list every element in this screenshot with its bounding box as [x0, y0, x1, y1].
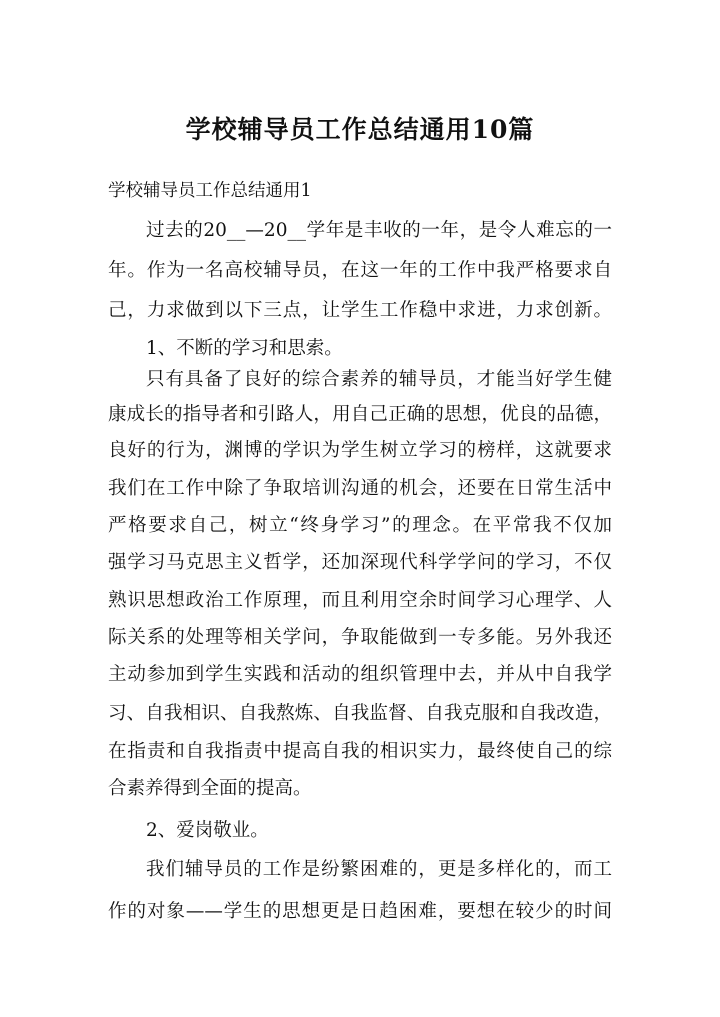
paragraph-line: 我们辅导员的工作是纷繁困难的，更是多样化的，而工	[146, 859, 612, 880]
list-heading: 1、不断的学习和思索。	[146, 338, 343, 359]
section-heading: 学校辅导员工作总结通用1	[108, 181, 312, 201]
document-title: 学校辅导员工作总结通用10篇	[185, 115, 535, 144]
paragraph-line: 作的对象——学生的思想更是日趋困难，要想在较少的时间	[108, 901, 612, 922]
paragraph-line: 严格要求自己，树立“终身学习”的理念。在平常我不仅加	[108, 515, 612, 536]
paragraph-line: 际关系的处理等相关学问，争取能做到一专多能。另外我还	[108, 627, 612, 648]
paragraph-line: 熟识思想政治工作原理，而且利用空余时间学习心理学、人	[108, 590, 612, 611]
paragraph-line: 强学习马克思主义哲学，还加深现代科学学问的学习，不仅	[108, 552, 612, 573]
list-heading: 2、爱岗敬业。	[146, 820, 269, 841]
paragraph-line: 在指责和自我指责中提高自我的相识实力，最终使自己的综	[108, 741, 612, 762]
paragraph-line: 康成长的指导者和引路人，用自己正确的思想，优良的品德，	[108, 404, 612, 425]
paragraph-line: 合素养得到全面的提高。	[108, 778, 312, 799]
paragraph-line: 良好的行为，渊博的学识为学生树立学习的榜样，这就要求	[108, 440, 612, 461]
paragraph-line: 年。作为一名高校辅导员，在这一年的工作中我严格要求自	[108, 260, 612, 281]
paragraph-line: 只有具备了良好的综合素养的辅导员，才能当好学生健	[146, 369, 612, 390]
paragraph-line: 己，力求做到以下三点，让学生工作稳中求进，力求创新。	[108, 300, 612, 321]
paragraph-line: 过去的20__—20__学年是丰收的一年，是令人难忘的一	[146, 220, 612, 241]
paragraph-line: 主动参加到学生实践和活动的组织管理中去，并从中自我学	[108, 664, 612, 685]
paragraph-line: 习、自我相识、自我熬炼、自我监督、自我克服和自我改造，	[108, 703, 612, 724]
paragraph-line: 我们在工作中除了争取培训沟通的机会，还要在日常生活中	[108, 478, 612, 499]
